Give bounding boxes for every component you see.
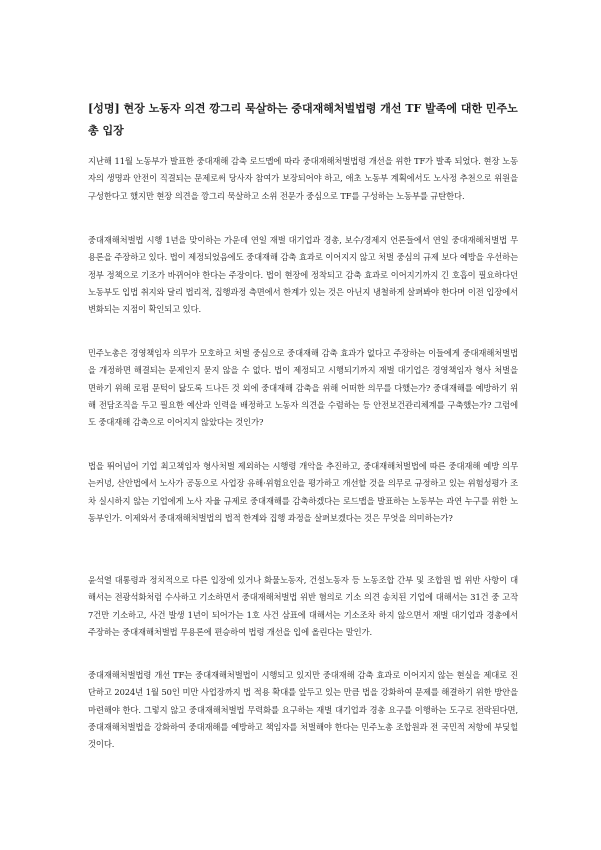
document-title: [성명] 현장 노동자 의견 깡그리 묵살하는 중대재해처벌법령 개선 TF 발족에 대한 민주노총 입장 — [88, 102, 518, 137]
paragraph-1: 지난해 11월 노동부가 발표한 중대재해 감축 로드맵에 따라 중대재해처벌법령 개선을 위한 TF가 발족 되었다. 현장 노동자의 생명과 안전이 직결되는 문제로써 당사자 참여가 보장되어야 하고, 애초 노동부 계획에서도 노사정 추천으로 위원을 구성한다고 했지만 현장 의견을 깡그리 묵살하고 소위 전문가 중심으로 TF를 구성하는 노동부를 규탄한다. — [88, 156, 518, 201]
paragraph-3: 민주노총은 경영책임자 의무가 모호하고 처벌 중심으로 중대재해 감축 효과가 없다고 주장하는 이들에게 중대재해처벌법을 개정하면 해결되는 문제인지 묻지 않을 수 없다. 법이 제정되고 시행되기까지 재벌 대기업은 경영책임자 형사 처벌을 면하기 위해 로펌 문턱이 닳도록 드나든 것 외에 중대재해 감축을 위해 어떠한 의무를 다했는가? 중대재해를 예방하기 위해 전담조직을 두고 필요한 예산과 인력을 배정하고 노동자 의견을 수렴하는 등 안전보건관리체계를 구축했는가? 그럼에도 중대재해 감축으로 이어지지 않았다는 것인가? — [88, 348, 518, 428]
paragraph-2: 중대재해처벌법 시행 1년을 맞이하는 가운데 연일 재벌 대기업과 경총, 보수/경제지 언론들에서 연일 중대재해처벌법 무용론을 주장하고 있다. 법이 제정되었음에도 중대재해 감축 효과로 이어지지 않고 처벌 중심의 규제 보다 예방을 우선하는 정부 정책으로 기조가 바뀌어야 한다는 주장이다. 법이 현장에 정착되고 감축 효과로 이어지기까지 긴 호흡이 필요하다던 노동부도 입법 취지와 달리 법리적, 집행과정 측면에서 한계가 있는 것은 아닌지 냉철하게 살펴봐야 한다며 이전 입장에서 변화되는 지점이 확인되고 있다. — [88, 235, 518, 315]
paragraph-6: 중대재해처벌법령 개선 TF는 중대재해처벌법이 시행되고 있지만 중대재해 감축 효과로 이어지지 않는 현실을 제대로 진단하고 2024년 1월 50인 미만 사업장까지 법 적용 확대를 앞두고 있는 만큼 법을 강화하여 문제를 해결하기 위한 방안을 마련해야 한다. 그렇지 않고 중대재해처벌법 무력화를 요구하는 재벌 대기업과 경총 요구를 이행하는 도구로 전락된다면, 중대재해처벌법을 강화하여 중대재해를 예방하고 책임자를 처벌해야 한다는 민주노총 조합원과 전 국민적 저항에 부딪힐 것이다. — [88, 670, 518, 750]
paragraph-5: 윤석열 대통령과 정치적으로 다른 입장에 있거나 화물노동자, 건설노동자 등 노동조합 간부 및 조합원 법 위반 사항이 대해서는 전광석화처럼 수사하고 기소하면서 중대재해처벌법 위반 혐의로 기소 의견 송치된 기업에 대해서는 31건 중 고작 7건만 기소하고, 사건 발생 1년이 되어가는 1호 사건 삼표에 대해서는 기소조차 하지 않으면서 재벌 대기업과 경총에서 주장하는 중대재해처벌법 무용론에 편승하여 법령 개선을 입에 올린다는 말인가. — [88, 575, 518, 637]
paragraph-4: 법을 뛰어넘어 기업 최고책임자 형사처벌 제외하는 시행령 개악을 추진하고, 중대재해처벌법에 따른 중대재해 예방 의무는커녕, 산안법에서 노사가 공동으로 사업장 유해·위험요인을 평가하고 개선할 것을 의무로 규정하고 있는 위험성평가 조차 실시하지 않는 기업에게 노사 자율 규제로 중대재해를 감축하겠다는 로드맵을 발표하는 노동부는 과연 누구를 위한 노동부인가. 이제와서 중대재해처벌법의 법적 한계와 집행 과정을 살펴보겠다는 것은 무엇을 의미하는가? — [88, 461, 518, 523]
